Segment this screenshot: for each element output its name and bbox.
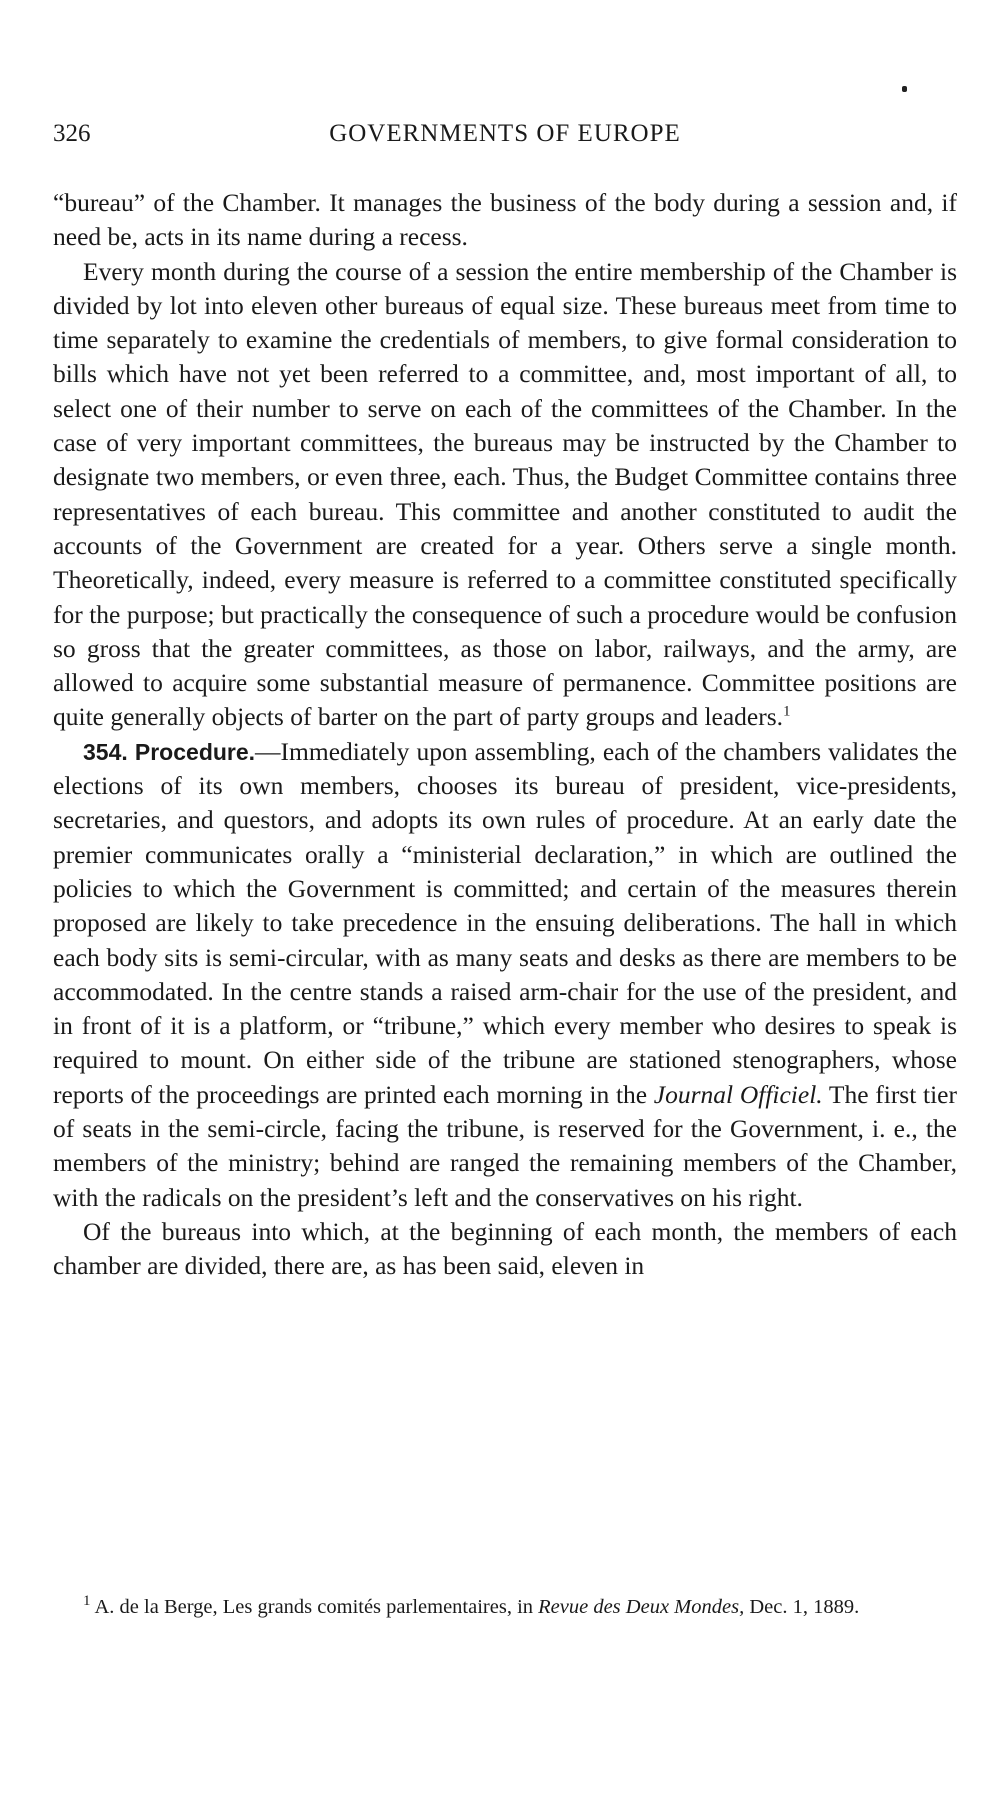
running-title: GOVERNMENTS OF EUROPE [329, 120, 681, 147]
section-heading: Procedure. [134, 738, 256, 765]
journal-title: Journal Officiel. [653, 1079, 823, 1109]
paragraph-2-text: Every month during the course of a session the entire membership of the Chamber is divided by lot into eleven other bureaus of equal size. These bureaus meet from time to time separately to examine the credentials of members, to give formal consideration to bills which have not yet been referred to a committee, and, most important of all, to select one of their number to serve on each of the committees of the Chamber. In the case of very important committees, the bureaus may be instructed by the Chamber to designate two members, or even three, each. Thus, the Budget Committee contains three representatives of each bureau. This committee and another constituted to audit the accounts of the Government are created for a year. Others serve a single month. Theoretically, indeed, every measure is referred to a committee constituted specifically for the purpose; but practically the consequence of such a procedure would be confusion so gross that the greater committees, as those on labor, railways, and the army, are allowed to acquire some substantial measure of permanence. Committee positions are quite generally objects of barter on the part of party groups and leaders. [53, 256, 957, 732]
paragraph-2 [53, 255, 957, 735]
paragraph-3-text: —Immediately upon assembling, each of the chambers validates the elections of its own members, chooses its bureau of president, vice-presidents, secretaries, and questors, and adopts its own rules of procedure. At an early date the premier communicates orally a “ministerial declaration,” in which are outlined the policies to which the Government is committed; and certain of the measures therein proposed are likely to take precedence in the ensuing deliberations. The hall in which each body sits is semi-circular, with as many seats and desks as there are members to be accommodated. In the centre stands a raised arm-chair for the use of the president, and in front of it is a platform, or “tribune,” which every member who desires to speak is required to mount. On either side of the tribune are stationed stenographers, whose reports of the proceedings are printed each morning in the [53, 736, 958, 1109]
paragraph-3-text-cont: The first tier of seats in the semi-circle, facing the tribune, is reserved for the Government, i. e., the members of the ministry; behind are ranged the remaining members of the Chamber, with the radicals on the president’s left and the conservatives on his right. [53, 1079, 957, 1212]
footnote-marker: 1 [83, 1593, 91, 1610]
footnote-source: Revue des Deux Mondes, [538, 1596, 745, 1618]
body-text [53, 186, 957, 1284]
paragraph-1: “bureau” of the Chamber. It manages the business of the body during a session and, if need be, acts in its name during a recess. [53, 188, 957, 252]
running-head [53, 120, 957, 156]
paragraph-3 [53, 735, 957, 1215]
paragraph-4: Of the bureaus into which, at the beginning of each month, the members of each chamber are divided, there are, as has been said, eleven in [53, 1216, 957, 1281]
footnote-date: Dec. 1, 1889. [744, 1596, 860, 1618]
footnote-reference: 1 [783, 703, 791, 720]
ink-speck [902, 86, 907, 92]
page-number: 326 [53, 120, 91, 147]
footnote [53, 1593, 957, 1621]
section-number: 354. [83, 738, 128, 765]
footnote-text: A. de la Berge, Les grands comités parlementaires, in [90, 1596, 539, 1618]
